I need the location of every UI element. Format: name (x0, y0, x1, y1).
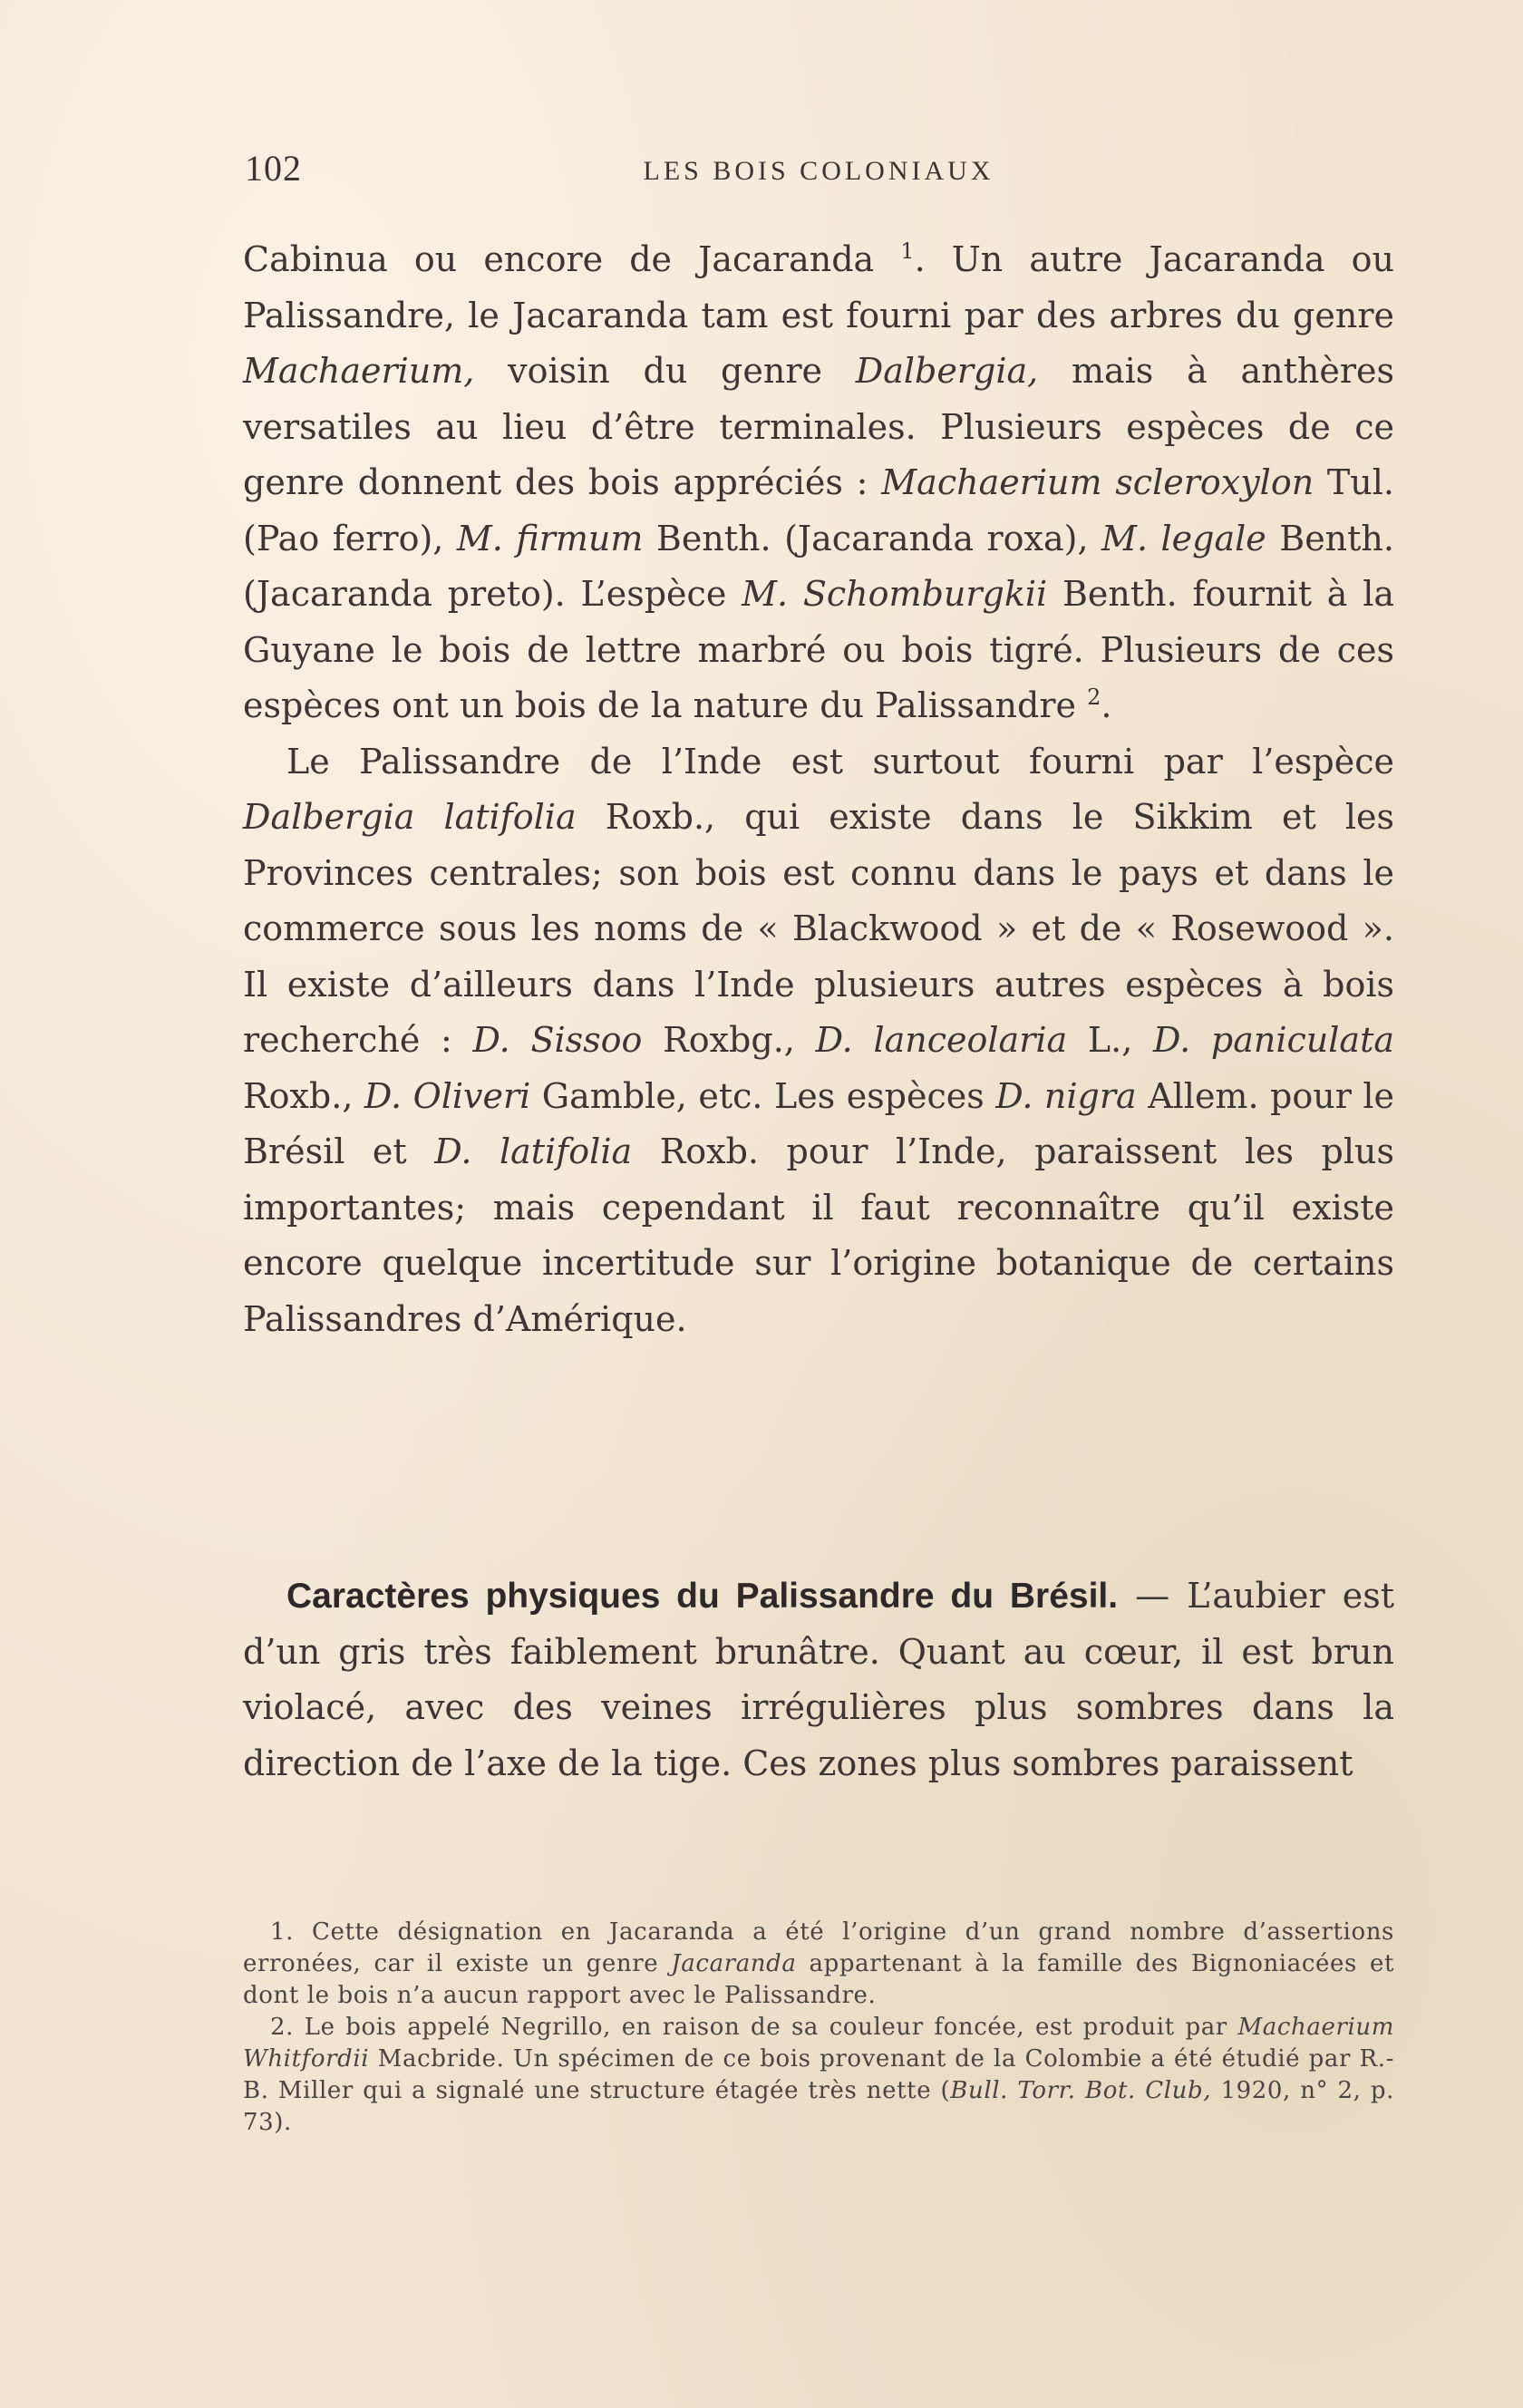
italic-taxon: D. nigra (995, 1075, 1137, 1116)
italic-taxon: M. Schomburgkii (742, 574, 1048, 614)
italic-taxon: Machaerium scleroxylon (881, 462, 1314, 502)
italic-taxon: M. firmum (456, 518, 644, 558)
italic-taxon: Dalbergia, (855, 351, 1039, 391)
text-run: Roxb., (243, 1075, 364, 1116)
text-run: appartenant à la famille des Bignoniacées et dont le bois n’a aucun rapport avec le Palissandre. (243, 1950, 1394, 2009)
footnote-2 (243, 2012, 1394, 2139)
section-paragraph (243, 1568, 1394, 1791)
italic-taxon: D. Sissoo (472, 1020, 643, 1060)
text-run: Benth. fournit à la Guyane le bois de lettre marbré ou bois tigré. Plusieurs de ces espèces ont un bois de la nature du Palissandre (243, 574, 1394, 725)
section-physical-characters (243, 1568, 1394, 1791)
footnote-1 (243, 1917, 1394, 2012)
italic-taxon: D. Oliveri (364, 1075, 531, 1116)
body-text (243, 232, 1394, 1347)
text-run: Benth. (Jacaranda roxa), (643, 518, 1102, 558)
paragraph-2 (243, 734, 1394, 1348)
italic-taxon: Jacaranda (671, 1950, 797, 1977)
text-run: Roxbg., (642, 1020, 816, 1060)
italic-taxon: Machaerium, (243, 351, 475, 391)
italic-taxon: M. legale (1101, 518, 1266, 558)
text-run: 1920, n° 2, p. 73). (243, 2077, 1395, 2136)
text-run: Macbride. Un spécimen de ce bois provenant de la Colombie a été étudié par R.-B. Miller qui a signalé une structure étagée très nette ( (243, 2045, 1394, 2104)
text-run: mais à anthères versatiles au lieu d’être terminales. Plusieurs espèces de ce genre donnent des bois appréciés : (243, 351, 1394, 502)
italic-taxon: D. lanceolaria (815, 1020, 1068, 1060)
italic-taxon: D. latifolia (434, 1131, 633, 1171)
page-header (245, 147, 1392, 198)
italic-taxon: Dalbergia latifolia (243, 797, 577, 837)
paragraph-1 (243, 232, 1394, 734)
text-run: L., (1067, 1020, 1154, 1060)
italic-taxon: D. paniculata (1153, 1020, 1395, 1060)
text-run: . Un autre Jacaranda ou Palissandre, le Jacaranda tam est fourni par des arbres du genre (243, 239, 1395, 335)
text-run: . (1101, 685, 1112, 725)
running-title: LES BOIS COLONIAUX (643, 156, 994, 186)
text-run: Roxb. pour l’Inde, paraissent les plus importantes; mais cependant il faut reconnaître qu’il existe encore quelque incertitude sur l’origine botanique de certains Palissandres d’Amérique. (243, 1131, 1394, 1339)
page-number: 102 (245, 148, 302, 189)
text-run: Allem. pour le Brésil et (243, 1075, 1394, 1171)
text-run: 1. Cette désignation en Jacaranda a été l’origine d’un grand nombre d’assertions erronées, car il existe un genre (243, 1918, 1394, 1977)
section-text: L’aubier est d’un gris très faiblement brunâtre. Quant au cœur, il est brun violacé, avec des veines irrégulières plus sombres dans la direction de l’axe de la tige. Ces zones plus sombres paraissent (243, 1576, 1394, 1783)
footnote-ref-1[interactable]: 1 (900, 238, 915, 264)
text-run: Gamble, etc. Les espèces (530, 1075, 996, 1116)
heading-dash: — (1118, 1576, 1188, 1616)
footnotes (243, 1917, 1394, 2139)
text-run: Tul. (Pao ferro), (243, 462, 1394, 558)
italic-taxon: Machaerium Whitfordii (243, 2014, 1394, 2073)
text-run: Roxb., qui existe dans le Sikkim et les Provinces centrales; son bois est connu dans le pays et dans le commerce sous les noms de « Blackwood » et de « Rosewood ». Il existe d’ailleurs dans l’Inde plusieurs autres espèces à bois recherché : (243, 797, 1394, 1060)
section-heading: Caractères physiques du Palissandre du Brésil. (286, 1577, 1119, 1616)
text-run: 2. Le bois appelé Negrillo, en raison de sa couleur foncée, est produit par (270, 2014, 1238, 2041)
text-run: Benth. (Jacaranda preto). L’espèce (243, 518, 1394, 614)
text-run: Cabinua ou encore de Jacaranda (243, 239, 901, 279)
italic-citation: Bull. Torr. Bot. Club, (950, 2077, 1212, 2104)
text-run: voisin du genre (474, 351, 856, 391)
footnote-ref-2[interactable]: 2 (1087, 685, 1101, 710)
text-run: Le Palissandre de l’Inde est surtout fourni par l’espèce (286, 741, 1394, 782)
